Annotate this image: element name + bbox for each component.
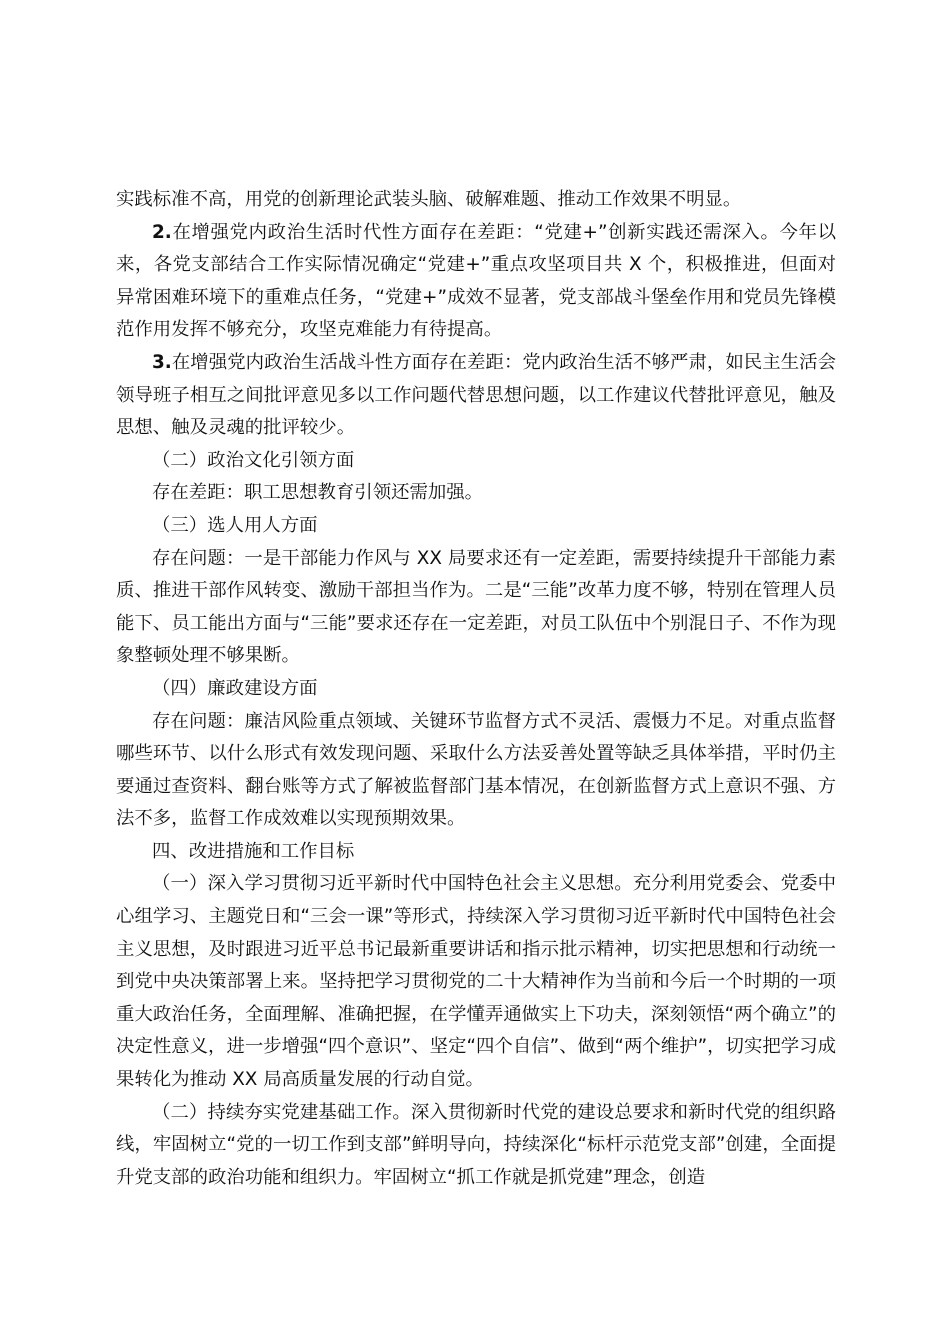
section-heading-political-culture: （二）政治文化引领方面 bbox=[152, 449, 355, 471]
paragraph-continuation bbox=[116, 184, 836, 217]
item-number: 2. bbox=[152, 221, 172, 243]
document-body bbox=[116, 184, 836, 1194]
paragraph-personnel: 存在问题：一是干部能力作风与 XX 局要求还有一定差距，需要持续提升干部能力素质、推进干部作风转变、激励干部担当作为。二是“三能”改革力度不够，特别在管理人员能下、员工能出方面与“三能”要求还存在一定差距，对员工队伍中个别混日子、不作为现象整顿处理不够果断。 bbox=[116, 547, 836, 667]
section-heading-personnel: （三）选人用人方面 bbox=[152, 514, 318, 536]
section-heading-integrity: （四）廉政建设方面 bbox=[152, 677, 318, 699]
paragraph-political-culture: 存在差距：职工思想教育引领还需加强。 bbox=[152, 482, 484, 504]
paragraph-integrity: 存在问题：廉洁风险重点领域、关键环节监督方式不灵活、震慑力不足。对重点监督哪些环节、以什么形式有效发现问题、采取什么方法妥善处置等缺乏具体举措，平时仍主要通过查资料、翻台账等方式了解被监督部门基本情况，在创新监督方式上意识不强、方法不多，监督工作成效难以实现预期效果。 bbox=[116, 710, 836, 830]
paragraph-improvement-2: （二）持续夯实党建基础工作。深入贯彻新时代党的建设总要求和新时代党的组织路线，牢固树立“党的一切工作到支部”鲜明导向，持续深化“标杆示范党支部”创建，全面提升党支部的政治功能和组织力。牢固树立“抓工作就是抓党建”理念，创造 bbox=[116, 1101, 836, 1188]
paragraph-item-3 bbox=[116, 347, 836, 445]
paragraph-improvement-1: （一）深入学习贯彻习近平新时代中国特色社会主义思想。充分利用党委会、党委中心组学习、主题党日和“三会一课”等形式，持续深入学习贯彻习近平新时代中国特色社会主义思想，及时跟进习近平总书记最新重要讲话和指示批示精神，切实把思想和行动统一到党中央决策部署上来。坚持把学习贯彻党的二十大精神作为当前和今后一个时期的一项重大政治任务，全面理解、准确把握，在学懂弄通做实上下功夫，深刻领悟“两个确立”的决定性意义，进一步增强“四个意识”、坚定“四个自信”、做到“两个维护”，切实把学习成果转化为推动 XX 局高质量发展的行动自觉。 bbox=[116, 873, 836, 1091]
section-heading-improvement: 四、改进措施和工作目标 bbox=[152, 840, 355, 862]
paragraph-text: 在增强党内政治生活战斗性方面存在差距：党内政治生活不够严肃，如民主生活会领导班子相互之间批评意见多以工作问题代替思想问题，以工作建议代替批评意见，触及思想、触及灵魂的批评较少。 bbox=[116, 351, 836, 439]
paragraph-text: 实践标准不高，用党的创新理论武装头脑、破解难题、推动工作效果不明显。 bbox=[116, 189, 742, 210]
paragraph-text: 在增强党内政治生活时代性方面存在差距：“党建+”创新实践还需深入。今年以来，各党支部结合工作实际情况确定“党建+”重点攻坚项目共 X 个，积极推进，但面对异常困难环境下的重难点任务，“党建+”成效不显著，党支部战斗堡垒作用和党员先锋模范作用发挥不够充分，攻坚克难能力有待提高。 bbox=[116, 221, 836, 341]
item-number: 3. bbox=[152, 351, 172, 373]
paragraph-item-2 bbox=[116, 217, 836, 347]
